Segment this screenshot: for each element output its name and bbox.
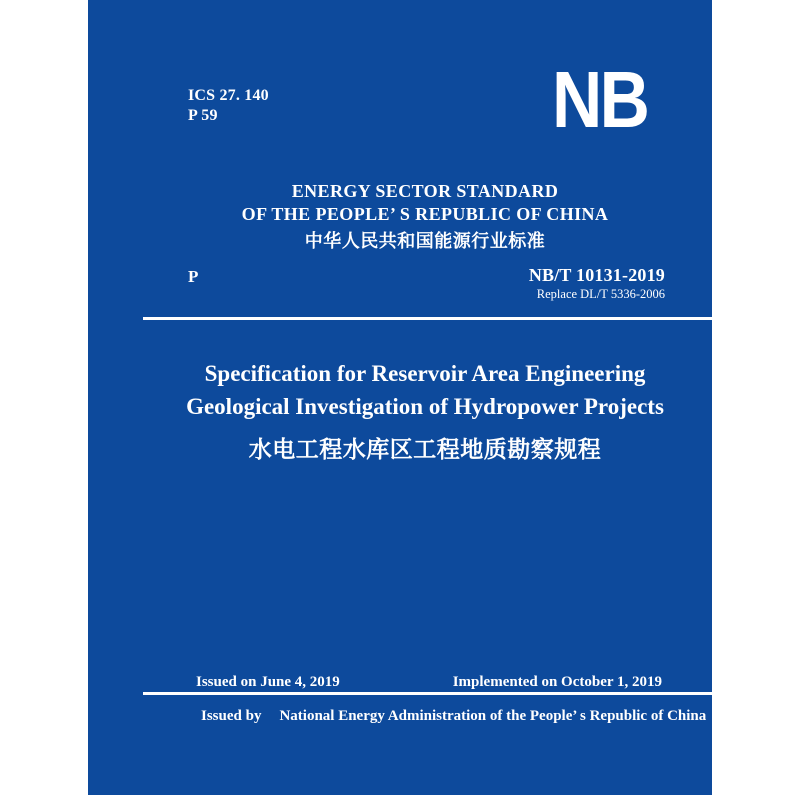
ics-codes xyxy=(188,86,269,126)
category-letter: P xyxy=(188,267,199,286)
standard-number: NB/T 10131-2019 xyxy=(528,265,665,285)
issued-date: Issued on June 4, 2019 xyxy=(196,674,340,690)
ics-code: ICS 27. 140 xyxy=(188,87,269,104)
issuing-authority: National Energy Administration of the People’ s Republic of China xyxy=(279,708,707,724)
standard-type-zh: 中华人民共和国能源行业标准 xyxy=(304,231,546,251)
replaces-note: Replace DL/T 5336-2006 xyxy=(536,287,665,301)
document-title xyxy=(138,357,712,465)
classification-code: P 59 xyxy=(188,107,218,124)
implemented-date: Implemented on October 1, 2019 xyxy=(452,674,662,690)
bottom-divider-rule xyxy=(143,692,712,695)
issued-by-label: Issued by xyxy=(201,708,262,724)
title-en-line2: Geological Investigation of Hydropower Projects xyxy=(186,394,664,419)
standard-number-block xyxy=(529,264,665,302)
standard-cover xyxy=(88,0,712,795)
standard-type-en-line2: OF THE PEOPLE’ S REPUBLIC OF CHINA xyxy=(241,204,609,224)
nb-logo: NB xyxy=(552,55,648,144)
title-en-line1: Specification for Reservoir Area Engineering xyxy=(204,361,646,386)
title-zh: 水电工程水库区工程地质勘察规程 xyxy=(248,436,602,462)
issued-by-row xyxy=(201,705,706,727)
standard-type-en-line1: ENERGY SECTOR STANDARD xyxy=(291,181,559,201)
standard-designation xyxy=(138,180,712,254)
top-divider-rule xyxy=(143,317,712,320)
